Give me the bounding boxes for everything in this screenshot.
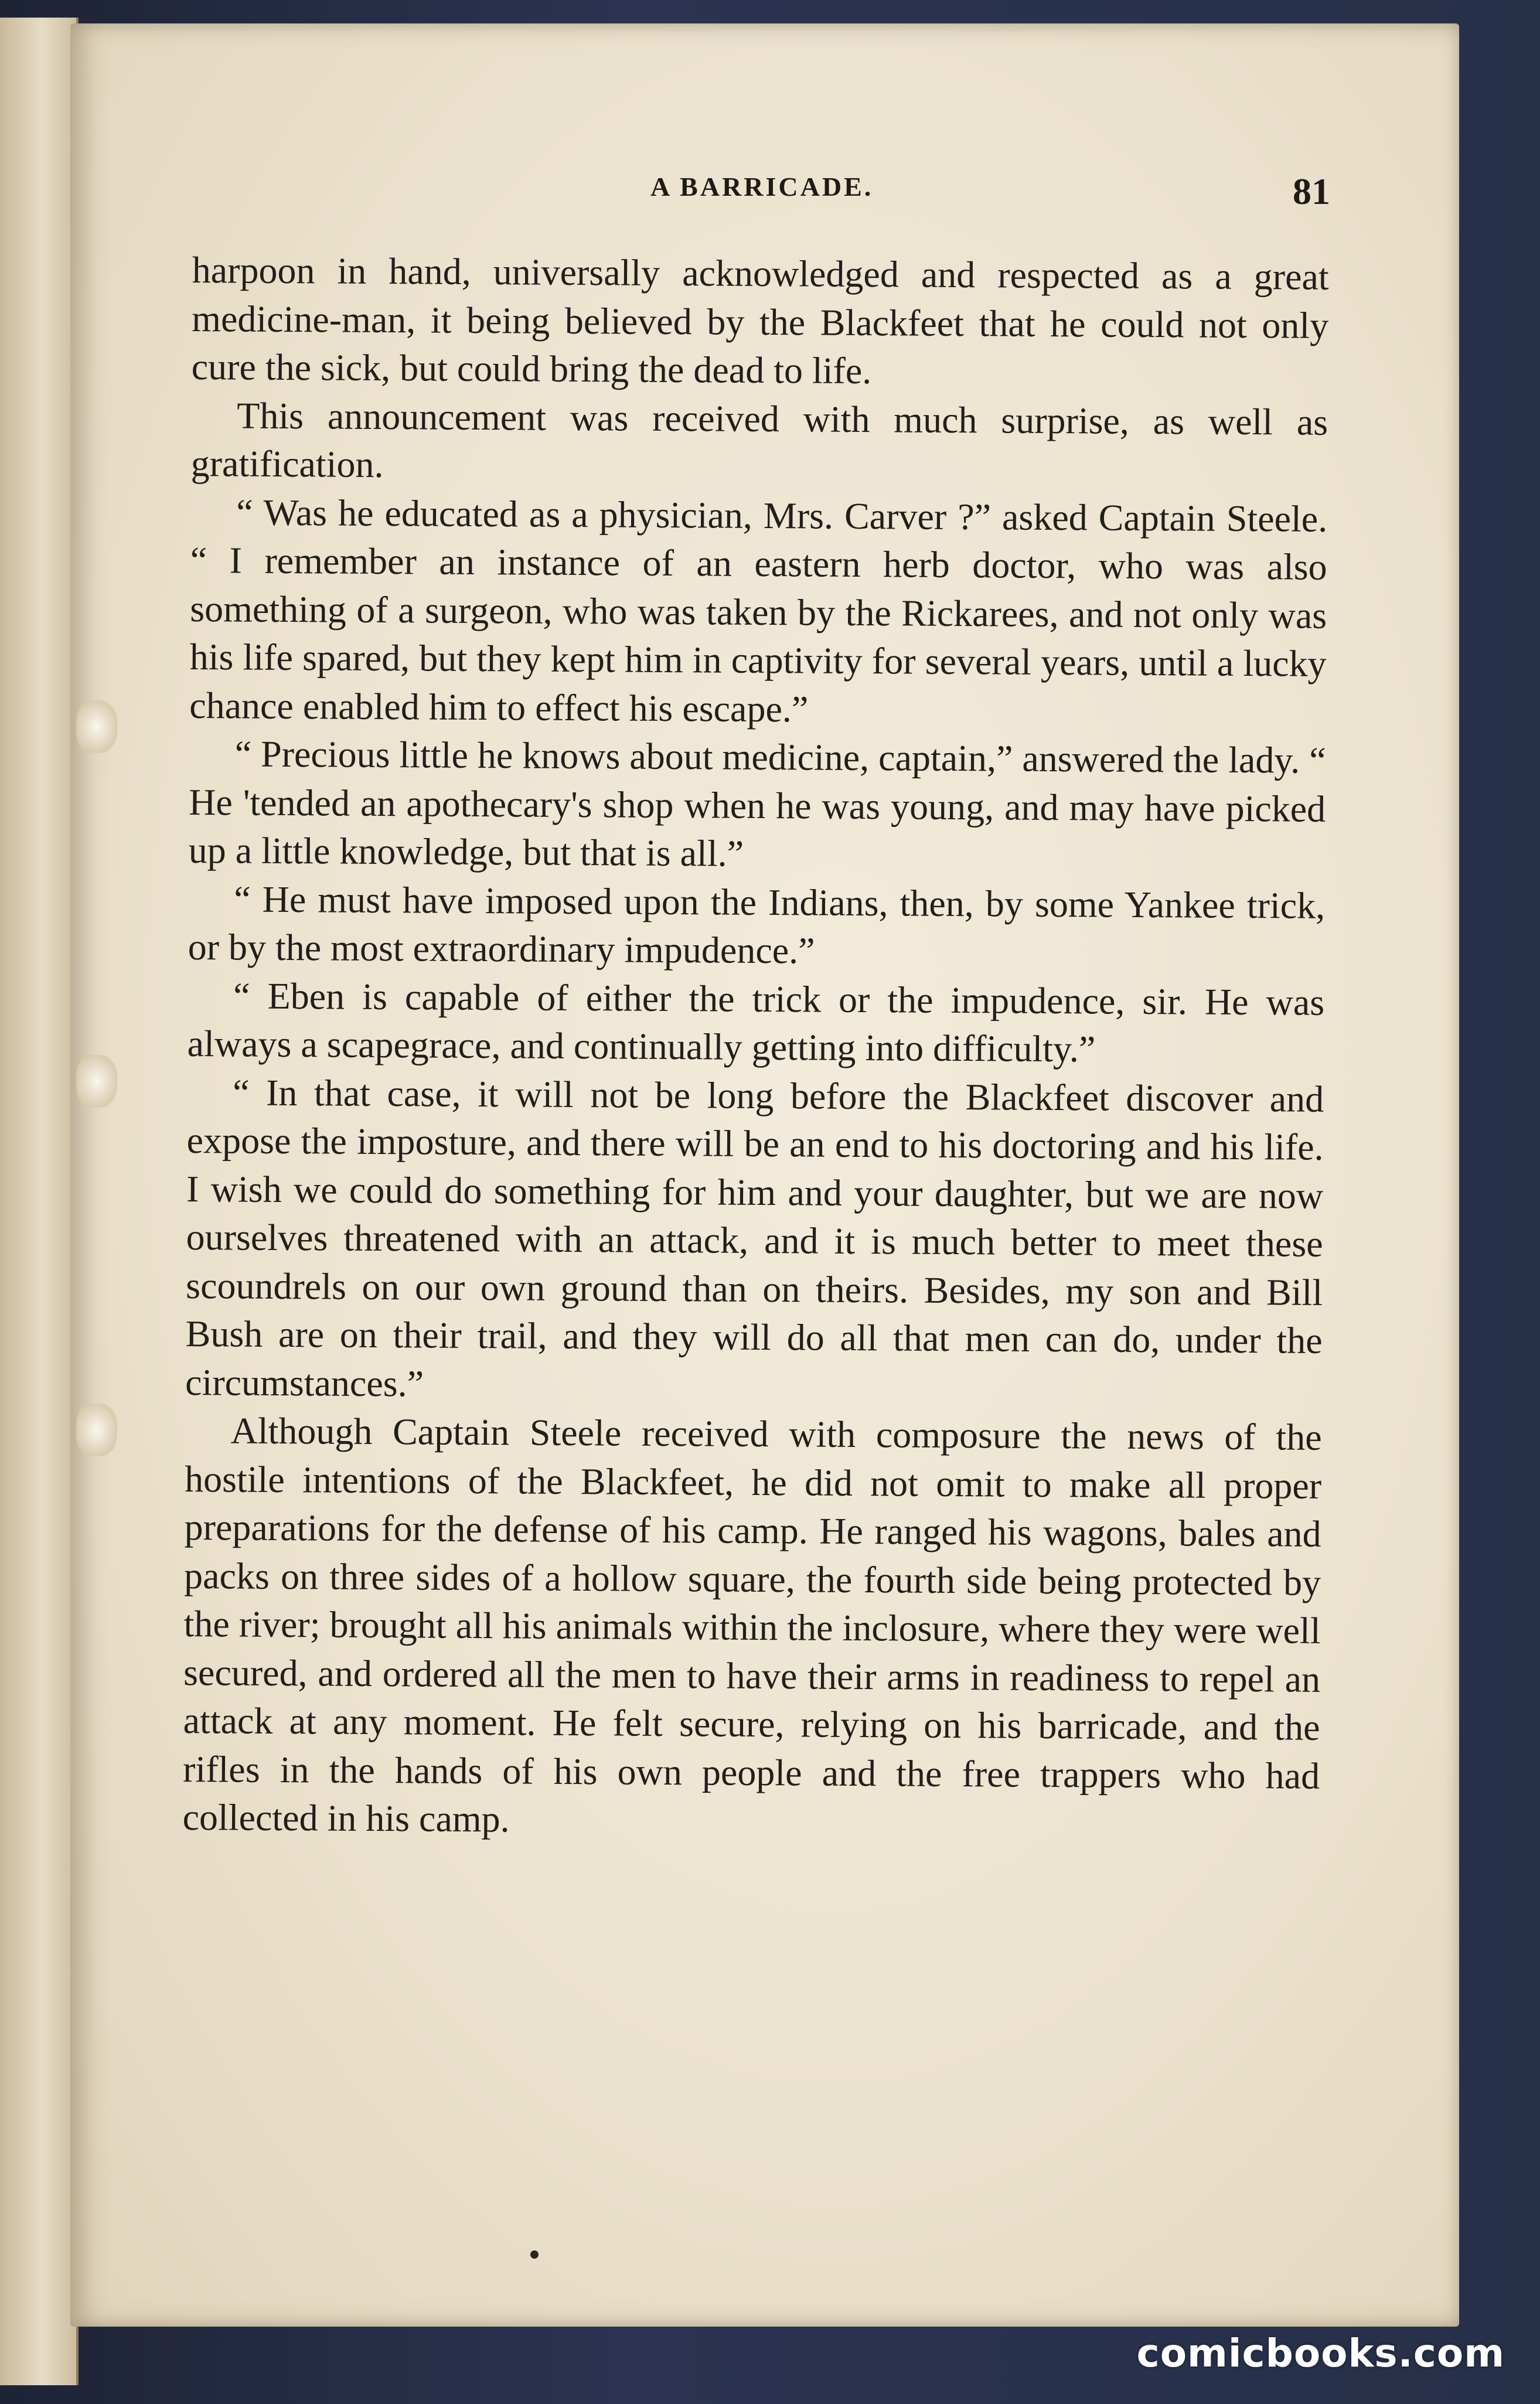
facing-page-edge (0, 18, 79, 2385)
running-head: A BARRICADE. (650, 172, 874, 202)
paragraph: This announcement was received with much surprise, as well as gratification. (190, 394, 1328, 486)
paragraph: “ Was he educated as a physician, Mrs. Carver ?” asked Captain Steele. “ I remember an instance of an eastern herb doctor, who was also something of a surgeon, who was taken by the Rickarees, and not only was his life spared, but they kept him in captivity for several years, until a lucky chance enabled him to effect his escape.” (189, 491, 1328, 730)
page-number: 81 (1293, 171, 1330, 212)
paragraph: Although Captain Steele received with composure the news of the hostile intentions of the Blackfeet, he did not omit to make all proper preparations for the defense of his camp. He ranged his wagons, bales and packs on three sides of a hollow square, the fourth side being protected by the river; brought all his animals within the inclosure, where they were well secured, and ordered all the men to have their arms in readiness to repel an attack at any moment. He felt secure, relying on his barricade, and the rifles in the hands of his own people and the free trappers who had collected in his camp. (182, 1409, 1322, 1840)
paragraph: harpoon in hand, universally acknowledged and respected as a great medicine-man, it being believed by the Blackfeet that he could not only cure the sick, but could bring the dead to life. (191, 248, 1329, 392)
binding-hole (76, 1404, 117, 1456)
paragraph: “ He must have imposed upon the Indians, then, by some Yankee trick, or by the most extraordinary impudence.” (188, 877, 1326, 972)
binding-hole (76, 700, 117, 753)
binding-hole (76, 1055, 117, 1108)
paragraph: “ Precious little he knows about medicine, captain,” answered the lady. “ He 'tended an apothecary's shop when he was young, and may have picked up a little knowledge, but that is all.” (188, 733, 1326, 874)
watermark: comicbooks.com (1136, 2331, 1505, 2376)
paragraph: “ In that case, it will not be long before the Blackfeet discover and expose the imposture, and there will be an end to his doctoring and his life. I wish we could do something for him and your daughter, but we are now ourselves threatened with an attack, and it is much better to meet these scoundrels on our own ground than on theirs. Besides, my son and Bill Bush are on their trail, and they will do all that men can do, under the circumstances.” (185, 1071, 1324, 1404)
page-body-text (182, 246, 1329, 1848)
paragraph: “ Eben is capable of either the trick or the impudence, sir. He was always a scapegrace, and continually getting into difficulty.” (187, 974, 1325, 1070)
page-ornament-dot (530, 2250, 539, 2259)
